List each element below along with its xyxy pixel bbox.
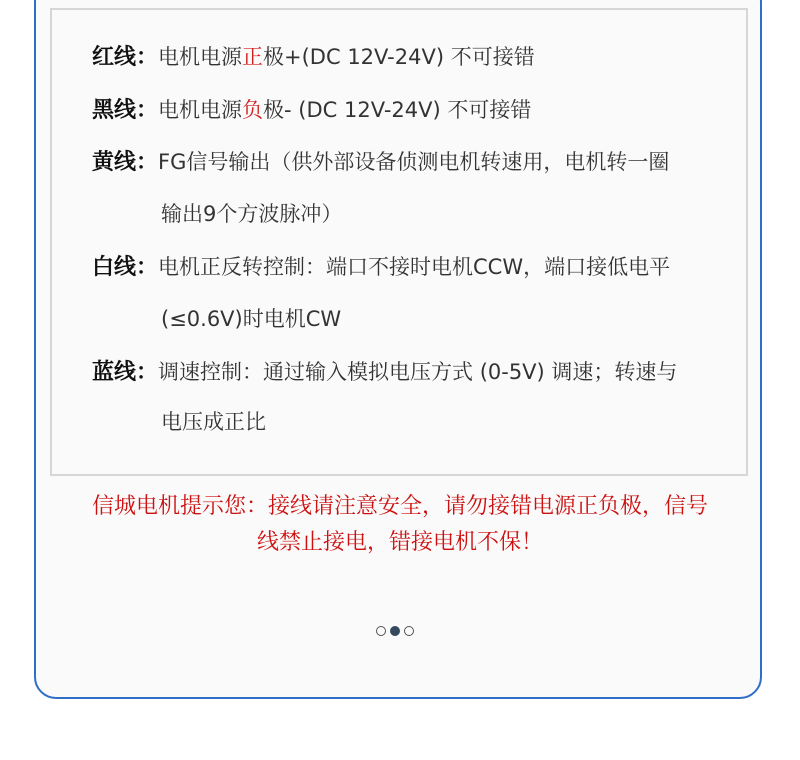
wire-text-yellow-line1: FG信号输出（供外部设备侦测电机转速用，电机转一圈: [158, 150, 670, 174]
wire-text-blue-line1: 调速控制：通过输入模拟电压方式 (0-5V) 调速；转速与: [158, 360, 678, 384]
wire-text-black-highlight: 负: [242, 98, 264, 122]
wire-row-red: [92, 42, 535, 73]
wire-label-yellow: 黄线：: [92, 150, 159, 175]
wire-text-black-b: 极- (DC 12V-24V) 不可接错: [263, 98, 532, 122]
wire-text-red-a: 电机电源: [158, 45, 243, 69]
wire-label-black: 黑线：: [92, 98, 159, 123]
wire-label-red: 红线：: [92, 45, 159, 70]
wire-row-blue: [92, 357, 677, 388]
wire-text-red-highlight: 正: [242, 45, 264, 69]
carousel-pagination: [376, 626, 414, 636]
wire-text-blue-line2: 电压成正比: [161, 410, 266, 434]
wire-definition-box: [50, 8, 748, 476]
wire-text-white-line2: (≤0.6V)时电机CW: [161, 307, 342, 331]
wire-text-yellow-line2: 输出9个方波脉冲）: [161, 202, 343, 226]
carousel-dot-1[interactable]: [376, 626, 386, 636]
carousel-dot-3[interactable]: [404, 626, 414, 636]
wire-text-red-b: 极+(DC 12V-24V) 不可接错: [263, 45, 535, 69]
safety-warning-line1: 信城电机提示您：接线请注意安全，请勿接错电源正负极，信号: [91, 494, 708, 519]
safety-warning-line2: 线禁止接电，错接电机不保！: [256, 530, 543, 555]
wire-row-white: [92, 252, 670, 283]
carousel-dot-2[interactable]: [390, 626, 400, 636]
wire-label-blue: 蓝线：: [92, 360, 159, 385]
wire-text-white-line1: 电机正反转控制：端口不接时电机CCW，端口接低电平: [158, 255, 671, 279]
wire-row-yellow: [92, 147, 669, 178]
wire-label-white: 白线：: [92, 255, 159, 280]
wire-row-black: [92, 95, 531, 126]
wire-text-black-a: 电机电源: [158, 98, 243, 122]
